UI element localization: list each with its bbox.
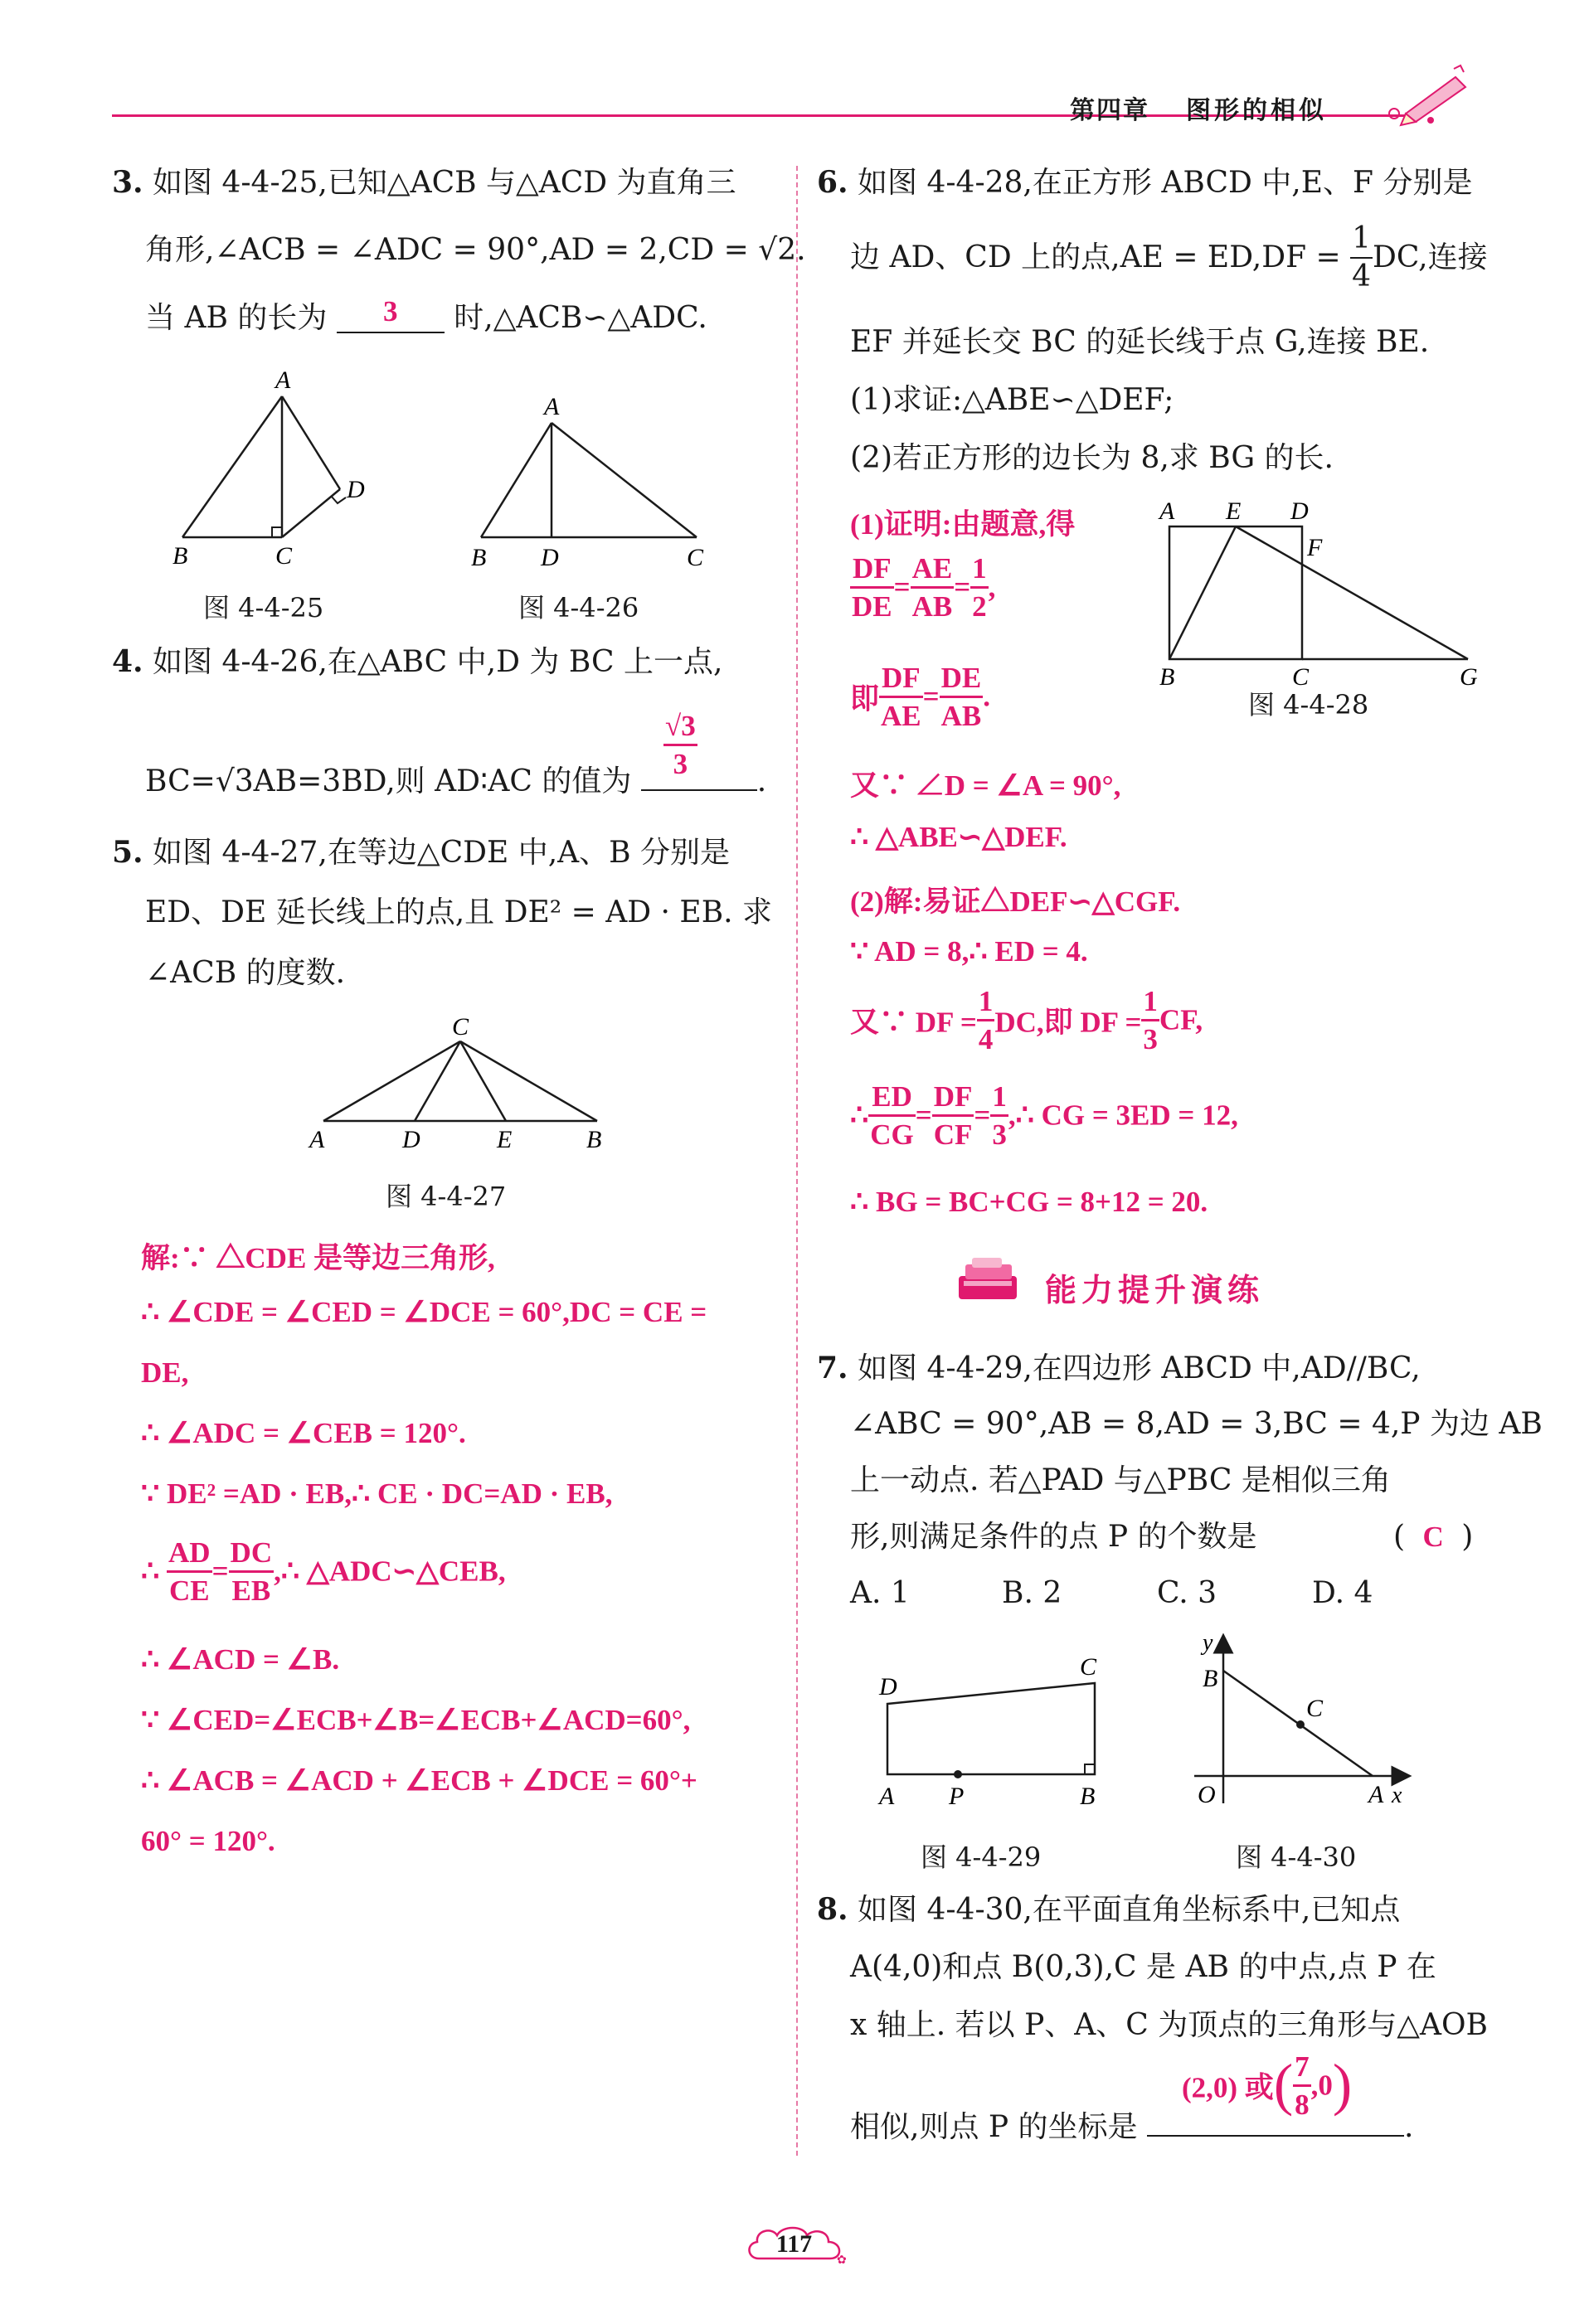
q8-answer-blank xyxy=(1147,2135,1404,2137)
fig28-line-eg xyxy=(1236,526,1468,659)
q5-text1: 如图 4-4-27,在等边△CDE 中,A、B 分别是 xyxy=(153,836,731,870)
sol6-l3-f2-num: DE xyxy=(940,663,984,698)
sol6-l9-post: ,∴ CG = 3ED = 12, xyxy=(1008,1099,1238,1132)
fig27-caption: 图 4-4-27 xyxy=(386,1181,507,1212)
sol6-l9-f2-den: CF xyxy=(933,1118,973,1151)
q8-end: . xyxy=(1404,2110,1414,2144)
sol6-line8 xyxy=(850,987,1203,1054)
q6-frac-num: 1 xyxy=(1350,224,1373,259)
sol6-line1: (1)证明:由题意,得 xyxy=(850,508,1076,541)
q6-line1 xyxy=(817,167,1472,198)
fig28-label-d: D xyxy=(1290,497,1309,525)
sol6-l3-f2-den: AB xyxy=(940,700,982,732)
q8-answer-comma: ,0 xyxy=(1310,2069,1333,2102)
q8-answer-den: 8 xyxy=(1295,2089,1310,2121)
fig26-label-b: B xyxy=(471,544,487,571)
q7-option-b: B. 2 xyxy=(1002,1576,1062,1610)
sol6-l2-f3-num: 1 xyxy=(970,554,989,589)
q6-frac-den: 4 xyxy=(1352,260,1372,294)
svg-text:✿: ✿ xyxy=(837,2254,847,2267)
fig30-label-a: A xyxy=(1368,1781,1384,1808)
q8-answer-close: ) xyxy=(1332,2053,1353,2118)
q6-line5: (2)若正方形的边长为 8,求 BG 的长. xyxy=(850,441,1334,475)
q7-option-d: D. 4 xyxy=(1312,1576,1373,1610)
sol6-l2-f2-num: AE xyxy=(911,554,955,589)
fig30-label-c: C xyxy=(1306,1695,1324,1722)
sol5-f2-den: EB xyxy=(231,1574,271,1607)
sol6-l9-f2-num: DF xyxy=(932,1082,974,1117)
sol5-line6 xyxy=(141,1538,506,1605)
q4-answer-blank xyxy=(641,789,757,791)
sol6-l3-eq: = xyxy=(922,680,940,713)
figure-4-4-30 xyxy=(1186,1625,1426,1824)
q8-line1 xyxy=(817,1892,1401,1927)
q4-text1: 如图 4-4-26,在△ABC 中,D 为 BC 上一点, xyxy=(153,645,723,679)
figure-4-4-25 xyxy=(166,365,398,580)
fig28-label-b: B xyxy=(1159,663,1175,688)
sol6-line2 xyxy=(850,554,995,621)
sol6-l8-b: DC,即 DF = xyxy=(994,1006,1142,1039)
q8-line3: x 轴上. 若以 P、A、C 为顶点的三角形与△AOB xyxy=(850,2008,1488,2042)
sol6-line9 xyxy=(850,1082,1238,1149)
sol6-l2-eq1: = xyxy=(893,570,911,604)
sol6-line3 xyxy=(850,663,990,730)
q7-option-c: C. 3 xyxy=(1157,1576,1217,1610)
q7-paren-close: ) xyxy=(1461,1520,1474,1554)
fig28-label-e: E xyxy=(1226,497,1242,525)
page-header xyxy=(0,0,1594,124)
q7-paren-open: ( xyxy=(1393,1520,1406,1554)
q8-line2: A(4,0)和点 B(0,3),C 是 AB 的中点,点 P 在 xyxy=(850,1950,1436,1984)
q8-answer-num: 7 xyxy=(1293,2052,1311,2087)
sol6-l2-f2-den: AB xyxy=(911,590,953,623)
q3-text1: 如图 4-4-25,已知△ACB 与△ACD 为直角三 xyxy=(153,166,736,200)
sol6-l2-f3-den: 2 xyxy=(972,590,987,623)
fig27-edge-ca xyxy=(323,1041,460,1121)
sol6-l8-f1-den: 4 xyxy=(978,1023,994,1055)
q4-text2: BC=√3AB=3BD,则 AD∶AC 的值为 xyxy=(145,764,632,798)
fig26-edge-ac xyxy=(552,423,697,537)
fig28-label-a: A xyxy=(1159,497,1175,525)
sol5-line9: ∴ ∠ACB = ∠ACD + ∠ECB + ∠DCE = 60°+ xyxy=(141,1764,697,1797)
q8-text1: 如图 4-4-30,在平面直角坐标系中,已知点 xyxy=(858,1893,1401,1927)
fig25-label-b: B xyxy=(173,542,188,570)
sol6-l3-end: . xyxy=(983,680,990,713)
fig26-label-d: D xyxy=(541,544,559,571)
fig26-edge-ab xyxy=(481,423,552,537)
fig30-label-x: x xyxy=(1392,1783,1402,1808)
figure-4-4-27 xyxy=(303,1012,618,1161)
q3-line3 xyxy=(145,295,707,335)
q7-text1: 如图 4-4-29,在四边形 ABCD 中,AD//BC, xyxy=(858,1351,1421,1385)
q6-text1: 如图 4-4-28,在正方形 ABCD 中,E、F 分别是 xyxy=(858,166,1473,200)
q3-answer-blank xyxy=(337,295,445,333)
fig29-label-p: P xyxy=(949,1783,965,1810)
q3-number: 3. xyxy=(112,165,143,200)
fig27-label-d: D xyxy=(402,1126,420,1153)
q4-answer-den: 3 xyxy=(673,748,688,780)
fig28-square xyxy=(1169,526,1302,659)
header-title: 图形的相似 xyxy=(1186,96,1327,125)
fig29-caption: 图 4-4-29 xyxy=(921,1841,1042,1873)
q7-line4: 形,则满足条件的点 P 的个数是 xyxy=(850,1520,1257,1554)
section-banner xyxy=(954,1256,1327,1306)
q4-line1 xyxy=(112,644,723,679)
fig27-label-e: E xyxy=(497,1126,513,1153)
q4-answer-num: √3 xyxy=(663,711,697,746)
q8-number: 8. xyxy=(817,1892,848,1927)
q8-text4: 相似,则点 P 的坐标是 xyxy=(850,2110,1138,2144)
q3-text3a: 当 AB 的长为 xyxy=(145,301,328,335)
fig30-label-b: B xyxy=(1203,1665,1218,1692)
sol6-l2-eq2: = xyxy=(954,570,971,604)
page-number-badge xyxy=(742,2222,850,2267)
fig30-label-y: y xyxy=(1203,1630,1213,1656)
sol6-line4: 又∵ ∠D = ∠A = 90°, xyxy=(850,769,1121,802)
q7-line1 xyxy=(817,1353,1421,1384)
q7-line2: ∠ABC = 90°,AB = 8,AD = 3,BC = 4,P 为边 AB xyxy=(850,1407,1543,1441)
sol6-l9-f1-num: ED xyxy=(868,1082,916,1117)
fig28-line-be xyxy=(1169,526,1236,659)
sol5-line8: ∵ ∠CED=∠ECB+∠B=∠ECB+∠ACD=60°, xyxy=(141,1704,691,1736)
sol6-l3-f1-num: DF xyxy=(879,663,923,698)
fig30-point-c xyxy=(1296,1720,1305,1729)
sol5-line5: ∵ DE² =AD · EB,∴ CE · DC=AD · EB, xyxy=(141,1477,613,1510)
fig28-label-f: F xyxy=(1307,534,1323,561)
fig27-label-b: B xyxy=(586,1126,602,1153)
sol6-line10: ∴ BG = BC+CG = 8+12 = 20. xyxy=(850,1186,1208,1218)
column-divider xyxy=(796,166,798,2156)
q3-text3b: 时,△ACB∽△ADC. xyxy=(454,301,707,335)
q6-line2 xyxy=(850,221,1488,294)
section-title: 能力提升演练 xyxy=(1045,1272,1265,1308)
fig26-label-a: A xyxy=(544,393,560,420)
sol6-l9-pre: ∴ xyxy=(850,1099,869,1132)
q3-line2: 角形,∠ACB = ∠ADC = 90°,AD = 2,CD = √2. xyxy=(145,233,806,267)
sol5-l6-post: ,∴ △ADC∽△CEB, xyxy=(274,1555,506,1588)
q5-line1 xyxy=(112,837,730,868)
sol5-line2: ∴ ∠CDE = ∠CED = ∠DCE = 60°,DC = CE = xyxy=(141,1296,707,1328)
sol6-l9-eq1: = xyxy=(915,1099,932,1132)
sol6-l9-f3-num: 1 xyxy=(990,1082,1008,1117)
sol6-l3-f1-den: AE xyxy=(881,700,921,732)
fig25-label-d: D xyxy=(347,476,365,503)
q6-line3: EF 并延长交 BC 的延长线于点 G,连接 BE. xyxy=(850,325,1430,359)
q8-answer-open: ( xyxy=(1273,2053,1294,2118)
q7-line3: 上一动点. 若△PAD 与△PBC 是相似三角 xyxy=(850,1463,1391,1497)
fig29-label-d: D xyxy=(879,1673,897,1701)
sol5-line3: DE, xyxy=(141,1356,189,1389)
q3-answer: 3 xyxy=(383,295,398,327)
sol6-l2-end: , xyxy=(988,570,996,604)
fig30-caption: 图 4-4-30 xyxy=(1236,1841,1357,1873)
fig29-quad xyxy=(887,1683,1095,1774)
header-chapter: 第四章 xyxy=(1070,96,1149,125)
q6-text2b: DC,连接 xyxy=(1373,240,1488,274)
q6-text2a: 边 AD、CD 上的点,AE = ED,DF = xyxy=(850,240,1341,274)
sol6-line6: (2)解:易证△DEF∽△CGF. xyxy=(850,885,1181,918)
figure-4-4-28 xyxy=(1153,489,1485,688)
q7-answer-paren xyxy=(1393,1522,1473,1552)
q5-line3: ∠ACB 的度数. xyxy=(145,956,346,990)
fig27-edge-cd xyxy=(415,1041,460,1121)
sol6-l2-f1-num: DF xyxy=(850,554,894,589)
q5-line2: ED、DE 延长线上的点,且 DE² = AD · EB. 求 xyxy=(145,895,773,929)
fig29-label-b: B xyxy=(1080,1783,1096,1810)
q6-line4: (1)求证:△ABE∽△DEF; xyxy=(850,383,1174,417)
fig29-point-p xyxy=(954,1770,962,1778)
q7-answer: C xyxy=(1422,1521,1444,1553)
sol6-l8-f2-den: 3 xyxy=(1143,1023,1158,1055)
q8-answer xyxy=(1182,2052,1352,2119)
fig25-edge-ad xyxy=(282,396,340,489)
sol6-line7: ∵ AD = 8,∴ ED = 4. xyxy=(850,935,1088,968)
sol6-l3-pre: 即 xyxy=(850,682,880,716)
sol5-line10: 60° = 120°. xyxy=(141,1825,275,1857)
sol6-l8-a: 又∵ DF = xyxy=(850,1006,977,1039)
sol5-f1-num: AD xyxy=(167,1538,212,1573)
fig26-label-c: C xyxy=(687,544,704,571)
q4-answer xyxy=(663,711,697,779)
sol5-f2-num: DC xyxy=(229,1538,275,1573)
fig27-label-a: A xyxy=(309,1126,325,1153)
q4-end: . xyxy=(756,764,767,798)
fig25-caption: 图 4-4-25 xyxy=(203,592,324,623)
q5-number: 5. xyxy=(112,835,143,870)
fig27-edge-ce xyxy=(460,1041,506,1121)
page-number: 117 xyxy=(775,2230,813,2258)
q7-number: 7. xyxy=(817,1351,848,1385)
fig27-label-c: C xyxy=(452,1013,469,1041)
fig26-caption: 图 4-4-26 xyxy=(518,592,639,623)
books-icon xyxy=(954,1256,1028,1306)
sol6-l9-eq2: = xyxy=(974,1099,991,1132)
fig30-label-o: O xyxy=(1198,1781,1216,1808)
q4-number: 4. xyxy=(112,644,143,679)
sol5-line1: 解:∵ △CDE 是等边三角形, xyxy=(141,1242,495,1274)
fig25-label-a: A xyxy=(275,366,291,394)
sol6-l9-f3-den: 3 xyxy=(992,1118,1007,1151)
q6-number: 6. xyxy=(817,165,848,200)
sol5-l6-pre: ∴ xyxy=(141,1555,160,1588)
q3-line1 xyxy=(112,167,736,198)
sol6-l8-f2-num: 1 xyxy=(1141,987,1159,1021)
sol5-line4: ∴ ∠ADC = ∠CEB = 120°. xyxy=(141,1417,466,1449)
sol5-l6-eq: = xyxy=(211,1555,229,1588)
pencil-decoration-icon xyxy=(1381,62,1480,129)
sol6-line5: ∴ △ABE∽△DEF. xyxy=(850,821,1067,853)
figure-4-4-26 xyxy=(464,390,713,580)
fig28-label-c: C xyxy=(1292,663,1310,688)
fig25-label-c: C xyxy=(275,542,293,570)
fig28-label-g: G xyxy=(1460,663,1478,688)
q7-option-a: A. 1 xyxy=(850,1576,910,1610)
fig25-edge-ab xyxy=(182,396,282,537)
sol5-f1-den: CE xyxy=(169,1574,210,1607)
fig29-label-c: C xyxy=(1080,1653,1097,1681)
fig29-label-a: A xyxy=(879,1783,895,1810)
sol6-l2-f1-den: DE xyxy=(852,590,892,623)
fig28-caption: 图 4-4-28 xyxy=(1248,689,1369,720)
sol5-line7: ∴ ∠ACD = ∠B. xyxy=(141,1643,340,1676)
sol6-l8-c: CF, xyxy=(1159,1003,1203,1036)
figure-4-4-29 xyxy=(863,1642,1128,1824)
fig27-edge-cb xyxy=(460,1041,597,1121)
sol6-l8-f1-num: 1 xyxy=(977,987,995,1021)
q8-answer-a: (2,0) 或 xyxy=(1182,2071,1274,2104)
sol6-l9-f1-den: CG xyxy=(870,1118,914,1151)
